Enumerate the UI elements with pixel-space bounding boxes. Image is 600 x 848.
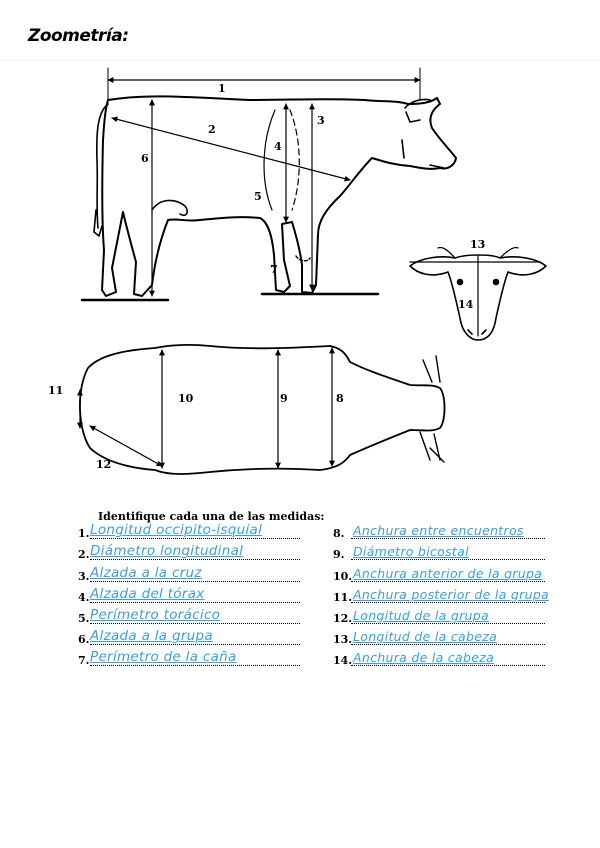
measure-label-4: 4 [274,140,282,153]
answer-row [78,605,300,626]
answer-list-left [78,520,300,668]
answer-row [78,541,300,562]
measure-label-3: 3 [317,114,325,127]
cow-head-front-view [410,247,546,340]
answer-number: 10. [333,569,353,583]
measure-label-7: 7 [270,263,278,276]
answer-number: 1. [78,527,90,541]
answer-row [333,605,545,626]
answer-text[interactable]: Alzada a la grupa [90,628,213,645]
answer-number: 4. [78,590,90,604]
answer-number: 11. [333,590,353,604]
answer-number: 14. [333,654,353,668]
answer-row [333,520,545,541]
answer-number: 8. [333,527,345,541]
answer-row [78,647,300,668]
dotted-line [351,644,545,645]
answer-row [333,541,545,562]
answer-number: 5. [78,611,90,625]
answer-number: 3. [78,569,90,583]
answer-row [333,626,545,647]
dotted-line [90,644,300,645]
answer-text[interactable]: Anchura de la cabeza [353,650,495,666]
measure-label-9: 9 [280,392,288,405]
dotted-line [90,623,300,624]
answer-text[interactable]: Longitud de la cabeza [353,629,498,645]
measure-label-14: 14 [458,298,474,311]
answer-text[interactable]: Diámetro longitudinal [90,543,244,560]
answer-text[interactable]: Longitud de la grupa [353,607,489,623]
answer-text[interactable]: Perímetro torácico [90,606,221,623]
answer-text[interactable]: Anchura posterior de la grupa [353,586,550,602]
answer-text[interactable]: Anchura entre encuentros [353,523,524,539]
measure-label-12: 12 [96,458,112,471]
measure-label-10: 10 [178,392,194,405]
dotted-line [90,665,300,666]
answer-row [333,647,545,668]
answer-text[interactable]: Longitud occipito-isquial [90,522,263,539]
dotted-line [90,538,300,539]
answer-row [78,520,300,541]
dotted-line [351,538,545,539]
answer-text[interactable]: Anchura anterior de la grupa [353,565,543,581]
answer-number: 6. [78,633,90,647]
measure-label-13: 13 [470,238,486,251]
answer-row [78,562,300,583]
answer-row [333,562,545,583]
measure-label-1: 1 [218,82,226,95]
answer-number: 9. [333,548,345,562]
dotted-line [351,623,545,624]
answer-number: 2. [78,548,90,562]
cow-side-view [82,68,456,300]
dotted-line [90,581,300,582]
answer-row [78,584,300,605]
answer-number: 7. [78,654,90,668]
instructions-heading: Identifique cada una de las medidas: [98,510,325,523]
answer-text[interactable]: Alzada del tórax [90,585,205,602]
answer-number: 13. [333,633,353,647]
answer-row [78,626,300,647]
answer-text[interactable]: Perímetro de la caña [90,649,237,666]
measure-label-8: 8 [336,392,344,405]
dotted-line [351,559,545,560]
dotted-line [90,602,300,603]
answer-row [333,584,550,605]
answer-text[interactable]: Alzada a la cruz [90,564,202,581]
measure-label-5: 5 [254,190,262,203]
measure-label-2: 2 [208,123,216,136]
cow-top-view [80,345,445,474]
answer-list-right [333,520,550,668]
answer-number: 12. [333,611,353,625]
dotted-line [351,665,545,666]
dotted-line [351,581,545,582]
answer-text[interactable]: Diámetro bicostal [353,544,469,560]
dotted-line [90,559,300,560]
dotted-line [351,602,545,603]
measure-label-11: 11 [48,384,64,397]
page-title: Zoometría: [28,26,129,46]
measure-label-6: 6 [141,152,149,165]
